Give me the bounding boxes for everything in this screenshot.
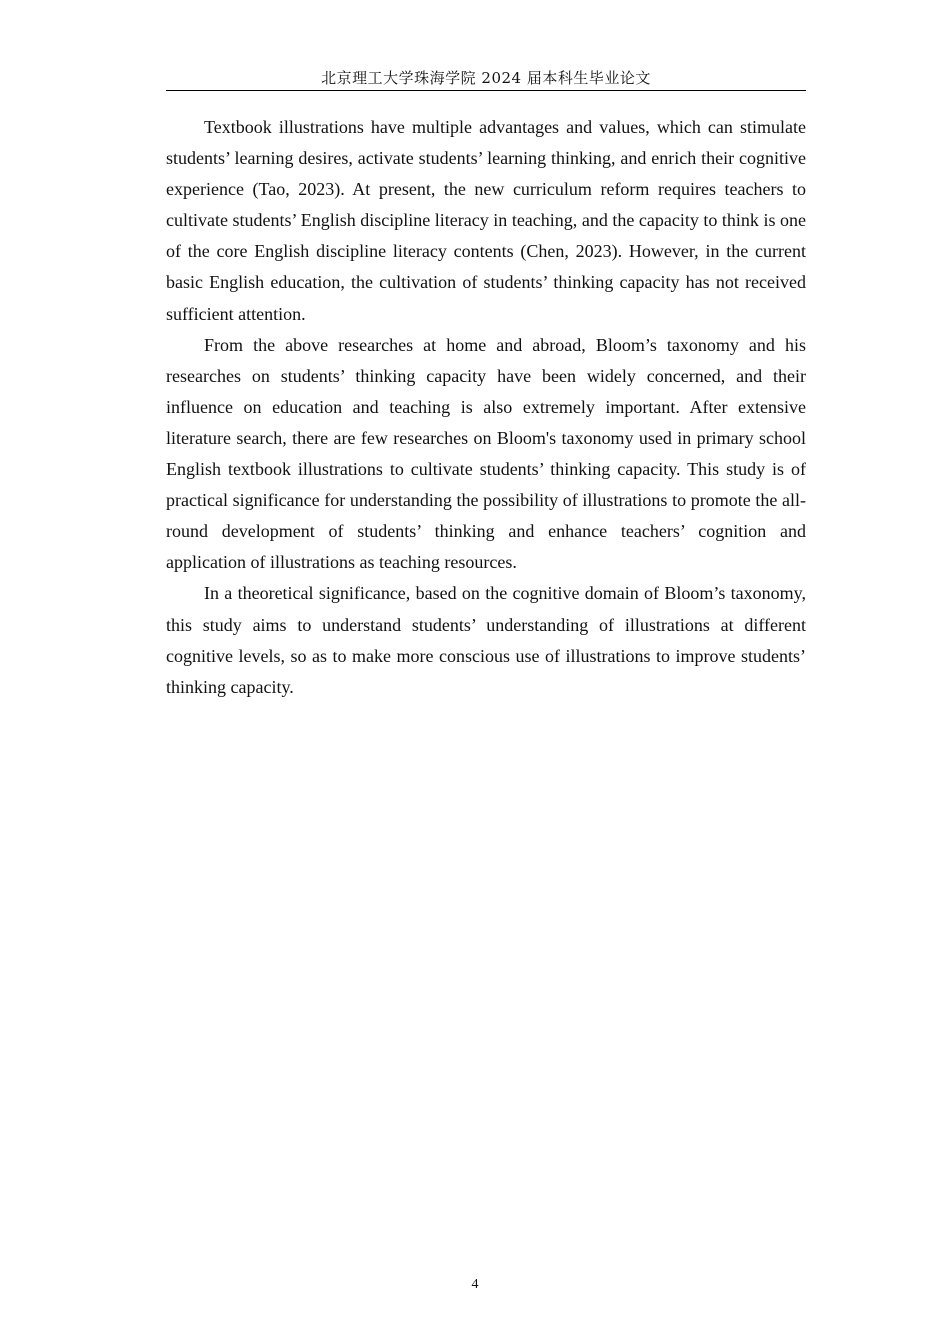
running-header: 北京理工大学珠海学院 2024 届本科生毕业论文 [321,69,651,87]
body-text [166,112,806,703]
paragraph-3: In a theoretical significance, based on the cognitive domain of Bloom’s taxonomy, this study aims to understand students’ understanding of illustrations at different cognitive levels, so as to make more conscious use of illustrations to improve students’ thinking capacity. [166,583,806,697]
paragraph-2: From the above researches at home and abroad, Bloom’s taxonomy and his researches on students’ thinking capacity have been widely concerned, and their influence on education and teaching is also extremely important. After extensive literature search, there are few researches on Bloom's taxonomy used in primary school English textbook illustrations to cultivate students’ thinking capacity. This study is of practical significance for understanding the possibility of illustrations to promote the all-round development of students’ thinking and enhance teachers’ cognition and application of illustrations as teaching resources. [166,334,806,573]
page-number: 4 [471,1277,479,1292]
header-rule [166,90,806,91]
paragraph-1: Textbook illustrations have multiple advantages and values, which can stimulate students’ learning desires, activate students’ learning thinking, and enrich their cognitive experience (Tao, 2023). At present, the new curriculum reform requires teachers to cultivate students’ English discipline literacy in teaching, and the capacity to think is one of the core English discipline literacy contents (Chen, 2023). However, in the current basic English education, the cultivation of students’ thinking capacity has not received sufficient attention. [166,117,806,324]
